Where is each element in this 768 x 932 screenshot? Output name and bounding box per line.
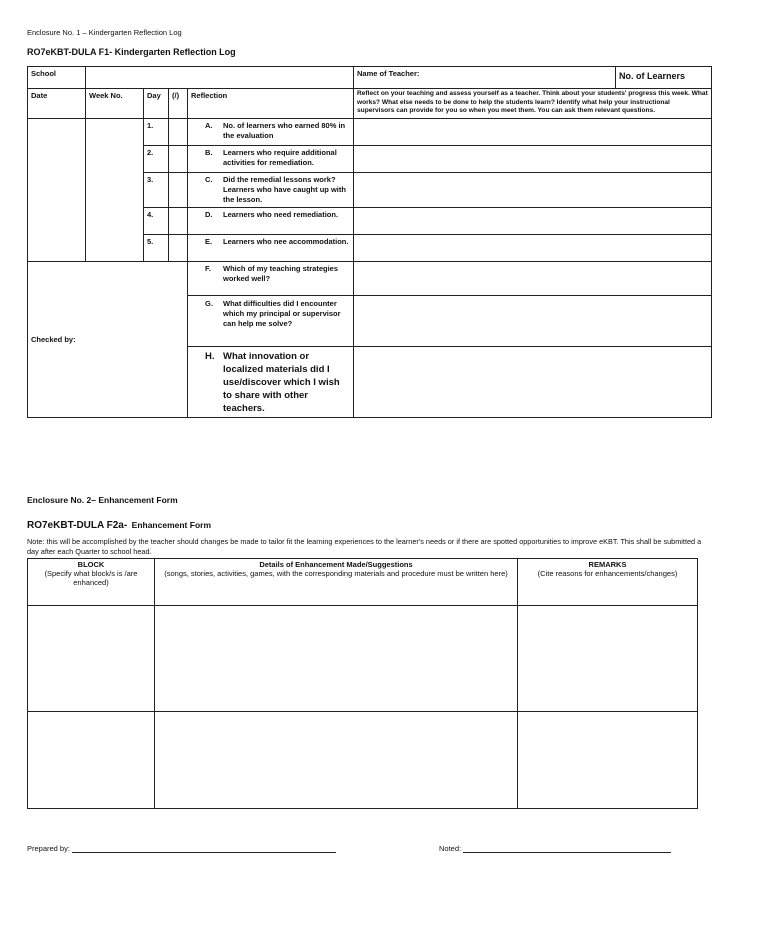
enclosure2-note: Note: this will be accomplished by the teacher should changes be made to tailor fit the learning experiences to the learner's needs or if there are spotted opportunities to improve eKBT. This shall be submitted a day after each Quarter to school head. (27, 537, 702, 556)
block-field-row-2[interactable] (28, 712, 155, 809)
details-field-row-1[interactable] (155, 606, 518, 712)
check-column-header: (/) (169, 89, 188, 119)
week-field[interactable] (86, 119, 144, 262)
reflection-instructions: Reflect on your teaching and assess yourself as a teacher. Think about your students' progress this week. What works? What else needs to be done to help the students learn? Identify what help your instructional supervisors can provide for you so when you meet them. You can ask them relevant questions. (354, 89, 712, 119)
answer-b-field[interactable] (354, 146, 712, 173)
school-label: School (28, 67, 86, 89)
teacher-name-label: Name of Teacher: (357, 69, 420, 78)
prepared-by (27, 844, 336, 853)
date-column-header: Date (28, 89, 86, 119)
noted-line[interactable] (463, 844, 671, 853)
remarks-field-row-2[interactable] (518, 712, 698, 809)
answer-f-field[interactable] (354, 262, 712, 296)
day-1-checkbox[interactable] (169, 119, 188, 146)
enclosure2-title-code: RO7eKBT-DULA F2a- (27, 520, 128, 531)
learners-count-label: No. of Learners (619, 71, 686, 81)
block-field-row-1[interactable] (28, 606, 155, 712)
reflection-item-h: H. What innovation or localized materials did I use/discover which I wish to share with other teachers. (188, 347, 354, 418)
details-column-header: Details of Enhancement Made/Suggestions (259, 560, 413, 569)
details-column-subheader: (songs, stories, activities, games, with the corresponding materials and procedure must be written here) (164, 569, 508, 578)
answer-h-field[interactable] (354, 347, 712, 418)
enhancement-table (27, 558, 698, 809)
reflection-item-b: B. Learners who require additional activities for remediation. (188, 146, 354, 173)
enclosure2-title (27, 515, 211, 533)
reflection-item-e: E. Learners who nee accommodation. (188, 235, 354, 262)
day-5: 5. (144, 235, 169, 262)
prepared-by-label: Prepared by: (27, 844, 70, 853)
school-field[interactable] (86, 67, 354, 89)
answer-a-field[interactable] (354, 119, 712, 146)
noted (439, 844, 671, 853)
block-column-header: BLOCK (77, 560, 105, 569)
answer-g-field[interactable] (354, 296, 712, 347)
reflection-item-f: F. Which of my teaching strategies worked well? (188, 262, 354, 296)
checked-by-label: Checked by: (31, 334, 76, 344)
teacher-name-field[interactable] (354, 67, 616, 89)
day-4-checkbox[interactable] (169, 208, 188, 235)
day-3: 3. (144, 173, 169, 208)
reflection-item-a: A. No. of learners who earned 80% in the evaluation (188, 119, 354, 146)
details-field-row-2[interactable] (155, 712, 518, 809)
day-4: 4. (144, 208, 169, 235)
enclosure2-title-name: Enhancement Form (131, 520, 212, 530)
enclosure1-header: Enclosure No. 1 – Kindergarten Reflection Log (27, 28, 182, 37)
day-2-checkbox[interactable] (169, 146, 188, 173)
prepared-by-line[interactable] (72, 844, 336, 853)
checked-by-field[interactable] (28, 262, 188, 418)
day-2: 2. (144, 146, 169, 173)
answer-c-field[interactable] (354, 173, 712, 208)
remarks-column-header: REMARKS (588, 560, 627, 569)
enclosure1-title: RO7eKBT-DULA F1- Kindergarten Reflection Log (27, 47, 236, 57)
remarks-column-subheader: (Cite reasons for enhancements/changes) (537, 569, 678, 578)
block-column-subheader: (Specify what block/s is /are enhanced) (44, 569, 138, 587)
reflection-column-header: Reflection (188, 89, 354, 119)
reflection-item-d: D. Learners who need remediation. (188, 208, 354, 235)
reflection-item-g: G. What difficulties did I encounter which my principal or supervisor can help me solve? (188, 296, 354, 347)
week-column-header: Week No. (86, 89, 144, 119)
reflection-log-table (27, 66, 712, 418)
noted-label: Noted: (439, 844, 462, 853)
day-1: 1. (144, 119, 169, 146)
day-column-header: Day (144, 89, 169, 119)
answer-d-field[interactable] (354, 208, 712, 235)
day-5-checkbox[interactable] (169, 235, 188, 262)
date-field[interactable] (28, 119, 86, 262)
learners-count-field[interactable] (616, 67, 712, 89)
reflection-item-c: C. Did the remedial lessons work? Learners who have caught up with the lesson. (188, 173, 354, 208)
remarks-field-row-1[interactable] (518, 606, 698, 712)
enclosure2-header: Enclosure No. 2– Enhancement Form (27, 495, 178, 505)
day-3-checkbox[interactable] (169, 173, 188, 208)
answer-e-field[interactable] (354, 235, 712, 262)
